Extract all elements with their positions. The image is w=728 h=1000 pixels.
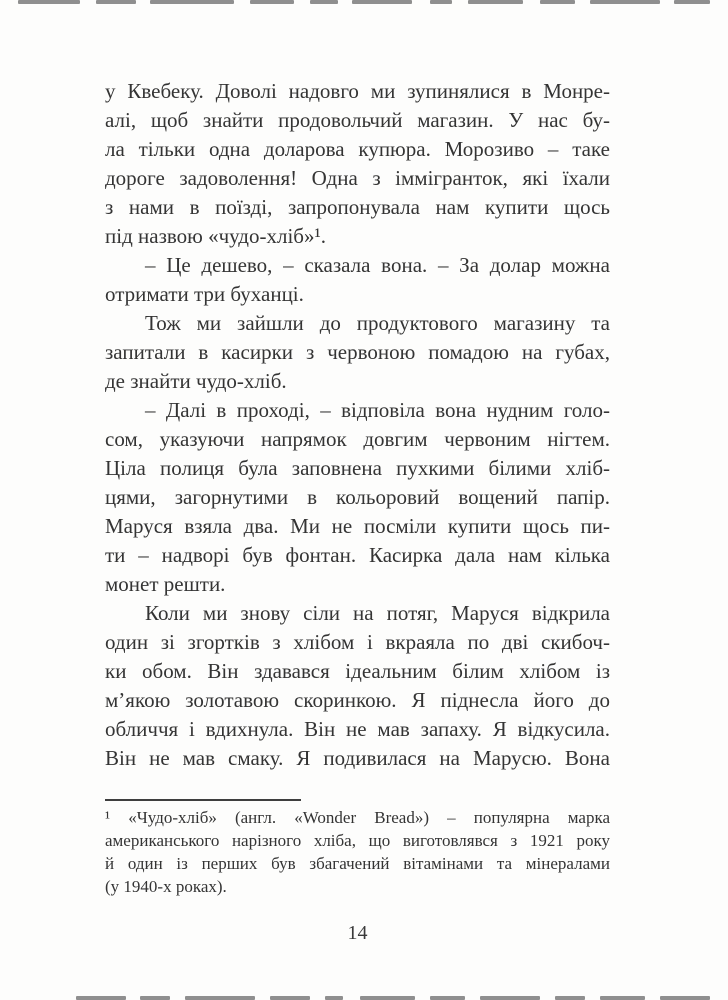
clipped-text-bottom: [0, 994, 728, 1000]
text-line: де знайти чудо-хліб.: [105, 369, 287, 393]
text-line: алі, щоб знайти продовольчий магазин. У нас бу-: [105, 108, 610, 132]
text-line: дороге задоволення! Одна з іммігранток, які їхали: [105, 166, 610, 190]
text-line: – Далі в проході, – відповіла вона нудним голо-: [145, 398, 610, 422]
text-line: Маруся взяла два. Ми не посміли купити щось пи-: [105, 514, 610, 538]
text-line: Ціла полиця була заповнена пухкими білими хліб-: [105, 456, 610, 480]
text-line: обличчя і вдихнула. Він не мав запаху. Я відкусила.: [105, 717, 610, 741]
text-line: отримати три буханці.: [105, 282, 304, 306]
text-line: один зі згортків з хлібом і вкраяла по дві скибоч-: [105, 630, 610, 654]
text-line: сом, указуючи напрямок довгим червоним нігтем.: [105, 427, 610, 451]
text-line: ти – надворі був фонтан. Касирка дала нам кілька: [105, 543, 610, 567]
text-line: під назвою «чудо-хліб»¹.: [105, 224, 327, 248]
footnote-line: американського нарізного хліба, що виготовлявся з 1921 року: [105, 831, 610, 850]
text-line: Тож ми зайшли до продуктового магазину та: [145, 311, 610, 335]
text-line: ла тільки одна доларова купюра. Морозиво – таке: [105, 137, 610, 161]
text-line: м’якою золотавою скоринкою. Я піднесла його до: [105, 688, 610, 712]
text-line: монет решти.: [105, 572, 226, 596]
text-line: у Квебеку. Доволі надовго ми зупинялися в Монре-: [105, 79, 610, 103]
footnote-line: (у 1940-х роках).: [105, 877, 227, 896]
body-text: [105, 77, 610, 773]
clipped-text-top: [0, 0, 728, 6]
text-line: Він не мав смаку. Я подивилася на Марусю. Вона: [105, 746, 610, 770]
text-line: – Це дешево, – сказала вона. – За долар можна: [145, 253, 610, 277]
page-number: 14: [347, 922, 368, 944]
text-line: з нами в поїзді, запропонувала нам купити щось: [105, 195, 610, 219]
text-line: запитали в касирки з червоною помадою на губах,: [105, 340, 610, 364]
footnote-separator: [105, 799, 301, 801]
footnote-line: ¹ «Чудо-хліб» (англ. «Wonder Bread») – популярна марка: [105, 808, 610, 827]
footnote-line: й один із перших був збагачений вітамінами та мінералами: [105, 854, 610, 873]
text-line: Коли ми знову сіли на потяг, Маруся відкрила: [145, 601, 610, 625]
text-line: цями, загорнутими в кольоровий вощений папір.: [105, 485, 610, 509]
text-line: ки обом. Він здавався ідеальним білим хлібом із: [105, 659, 610, 683]
footnote: [105, 806, 610, 898]
